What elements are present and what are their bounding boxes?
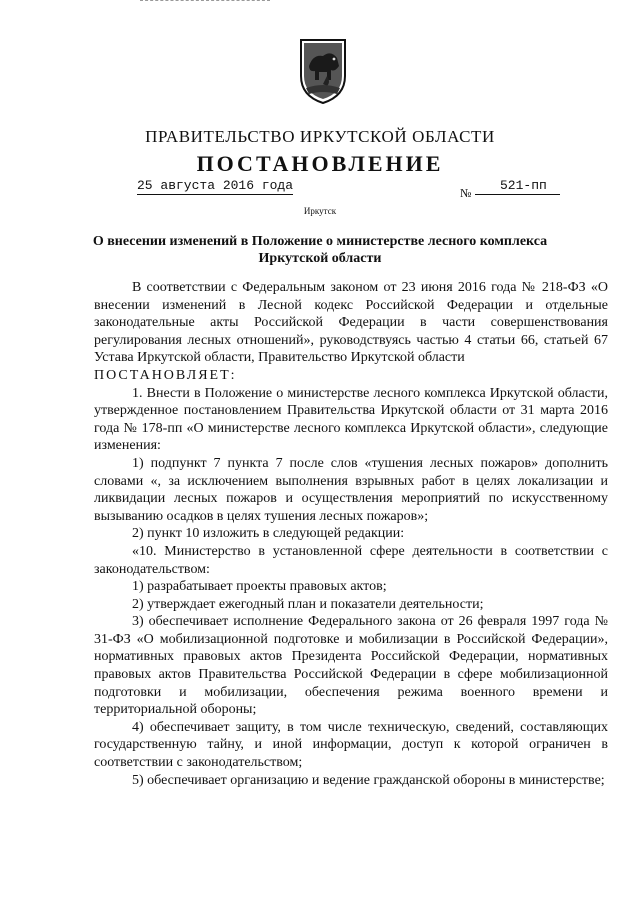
item-2-paragraph: 2) утверждает ежегодный план и показатели деятельности; <box>132 596 484 612</box>
item-5-paragraph: 5) обеспечивает организацию и ведение гражданской обороны в министерстве; <box>132 772 605 788</box>
city-name: Иркутск <box>303 206 337 216</box>
item-1-paragraph: 1) разрабатывает проекты правовых актов; <box>132 579 387 595</box>
document-number: 521-пп <box>475 178 560 195</box>
document-type: ПОСТАНОВЛЕНИЕ <box>196 151 444 176</box>
coat-of-arms-icon <box>297 36 349 106</box>
organization-name: ПРАВИТЕЛЬСТВО ИРКУТСКОЙ ОБЛАСТИ <box>145 127 495 146</box>
document-date: 25 августа 2016 года <box>137 178 294 193</box>
subclause-2-paragraph: 2) пункт 10 изложить в следующей редакции: <box>132 526 405 542</box>
clause-1-paragraph: 1. Внести в Положение о министерстве лесного комплекса Иркутской области, утвержденное постановлением Правительства Иркутской области от 31 марта 2016 года № 178-пп «О министерстве лесного комплекса Иркутской области», следующие изменения: <box>94 385 608 454</box>
document-title: О внесении изменений в Положение о министерстве лесного комплекса Иркутской области <box>92 234 548 266</box>
document-body <box>94 279 608 789</box>
clause-10-intro-paragraph: «10. Министерство в установленной сфере деятельности в соответствии с законодательством: <box>94 543 608 577</box>
preamble-paragraph: В соответствии с Федеральным законом от 23 июня 2016 года № 218-ФЗ «О внесении изменений в Лесной кодекс Российской Федерации и отдельные законодательные акты Российской Федерации в части совершенствования регулирования лесных отношений», руководствуясь частью 4 статьи 66, статьей 67 Устава Иркутской области, Правительство Иркутской области <box>94 280 608 366</box>
item-4-paragraph: 4) обеспечивает защиту, в том числе техническую, сведений, составляющих государственную тайну, и иной информации, доступ к которой ограничен в соответствии с законодательством; <box>94 719 608 771</box>
resolve-heading: ПОСТАНОВЛЯЕТ: <box>94 367 237 383</box>
top-scan-mark <box>140 0 270 4</box>
subclause-1-paragraph: 1) подпункт 7 пункта 7 после слов «тушения лесных пожаров» дополнить словами «, за исключением выполнения взрывных работ в целях локализации и ликвидации лесных пожаров и осуществления мероприятий по искусственному вызыванию осадков в целях тушения лесных пожаров»; <box>94 455 608 524</box>
item-3-paragraph: 3) обеспечивает исполнение Федерального закона от 26 февраля 1997 года № 31-ФЗ «О мобилизационной подготовке и мобилизации в Российской Федерации», нормативных правовых актов Президента Российской Федерации, нормативных правовых актов Правительства Российской Федерации в сфере мобилизационной подготовки и мобилизации, обеспечения режима военного времени и территориальной обороны; <box>94 614 608 718</box>
number-sign: № <box>460 186 472 200</box>
